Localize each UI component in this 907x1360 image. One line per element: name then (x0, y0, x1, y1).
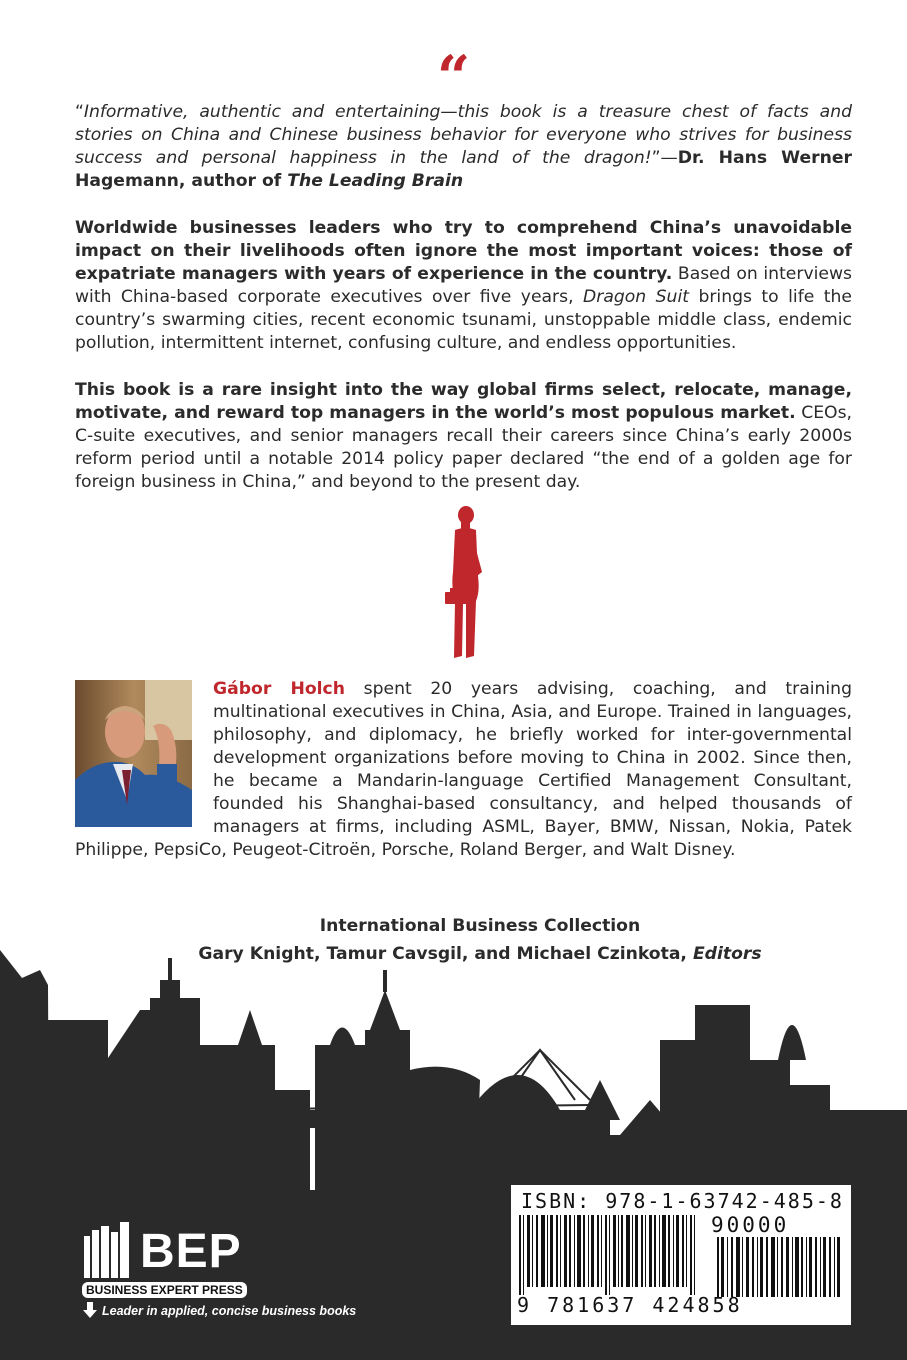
endorsement-text: Informative, authentic and entertaining—this book is a treasure chest of facts and stories on China and Chinese business behavior for everyone who strives for business success and personal happiness in the land of the dragon! (75, 102, 852, 168)
publisher-logo (78, 1220, 378, 1340)
publisher-tagline: Leader in applied, concise business books (102, 1304, 357, 1318)
description-paragraph-2 (75, 379, 852, 494)
description-1-text-b: brings to life the country’s swarming cities, recent economic tsunami, unstoppable middle class, endemic pollution, intermittent internet, confusing culture, and endless opportunities. (75, 287, 852, 353)
description-1-lead: Worldwide businesses leaders who try to comprehend China’s unavoidable impact on their livelihoods often ignore the most important voices: those of expatriate managers with years of experience in the country. (75, 218, 852, 284)
endorser-book-title: The Leading Brain (287, 171, 464, 191)
open-quote: “ (75, 102, 84, 122)
download-arrow-icon (82, 1302, 98, 1320)
author-name: Gábor Holch (213, 679, 345, 699)
barcode-addon (717, 1237, 843, 1297)
quote-mark: “ (436, 43, 471, 111)
description-paragraph-1 (75, 217, 852, 355)
isbn-barcode-box (511, 1185, 851, 1325)
book-title: Dragon Suit (583, 287, 689, 307)
price-code: 90000 (711, 1213, 790, 1237)
editors-label: Editors (692, 944, 762, 964)
editors-names: Gary Knight, Tamur Cavsgil, and Michael Czinkota, (198, 944, 693, 964)
author-bio (75, 678, 852, 862)
endorsement-attribution: Dr. Hans Werner Hagemann, author of (75, 148, 852, 191)
endorsement-paragraph (75, 101, 852, 193)
close-quote: ”— (651, 148, 678, 168)
isbn-label: ISBN: 978-1-63742-485-8 (521, 1189, 844, 1213)
barcode-main (519, 1215, 707, 1295)
publisher-name: BUSINESS EXPERT PRESS (82, 1282, 247, 1298)
author-bio-text: spent 20 years advising, coaching, and training multinational executives in China, Asia, and Europe. Trained in languages, philosophy, and diplomacy, he briefly worked for inter-governmental development organizations before moving to China in 2002. Since then, he became a Mandarin-language Certified Management Consultant, founded his Shanghai-based consultancy, and helped thousands of managers at firms, including ASML, Bayer, BMW, Nissan, Nokia, Patek Philippe, PepsiCo, Peugeot-Citroën, Porsche, Roland Berger, and Walt Disney. (75, 679, 852, 860)
businessman-silhouette (436, 506, 496, 661)
description-2-text: CEOs, C-suite executives, and senior managers recall their careers since China’s early 2000s reform period until a notable 2014 policy paper declared “the end of a golden age for foreign business in China,” and beyond to the present day. (75, 403, 852, 492)
publisher-logo-text: BEP (140, 1225, 242, 1278)
description-2-lead: This book is a rare insight into the way global firms select, relocate, manage, motivate, and reward top managers in the world’s most populous market. (75, 380, 852, 423)
barcode-digits: 9 781637 424858 (517, 1293, 743, 1317)
bio-photo-spacer (75, 678, 213, 834)
books-icon (82, 1222, 138, 1280)
collection-name: International Business Collection (319, 916, 641, 936)
description-1-text-a: Based on interviews with China-based corporate executives over five years, (75, 264, 852, 307)
